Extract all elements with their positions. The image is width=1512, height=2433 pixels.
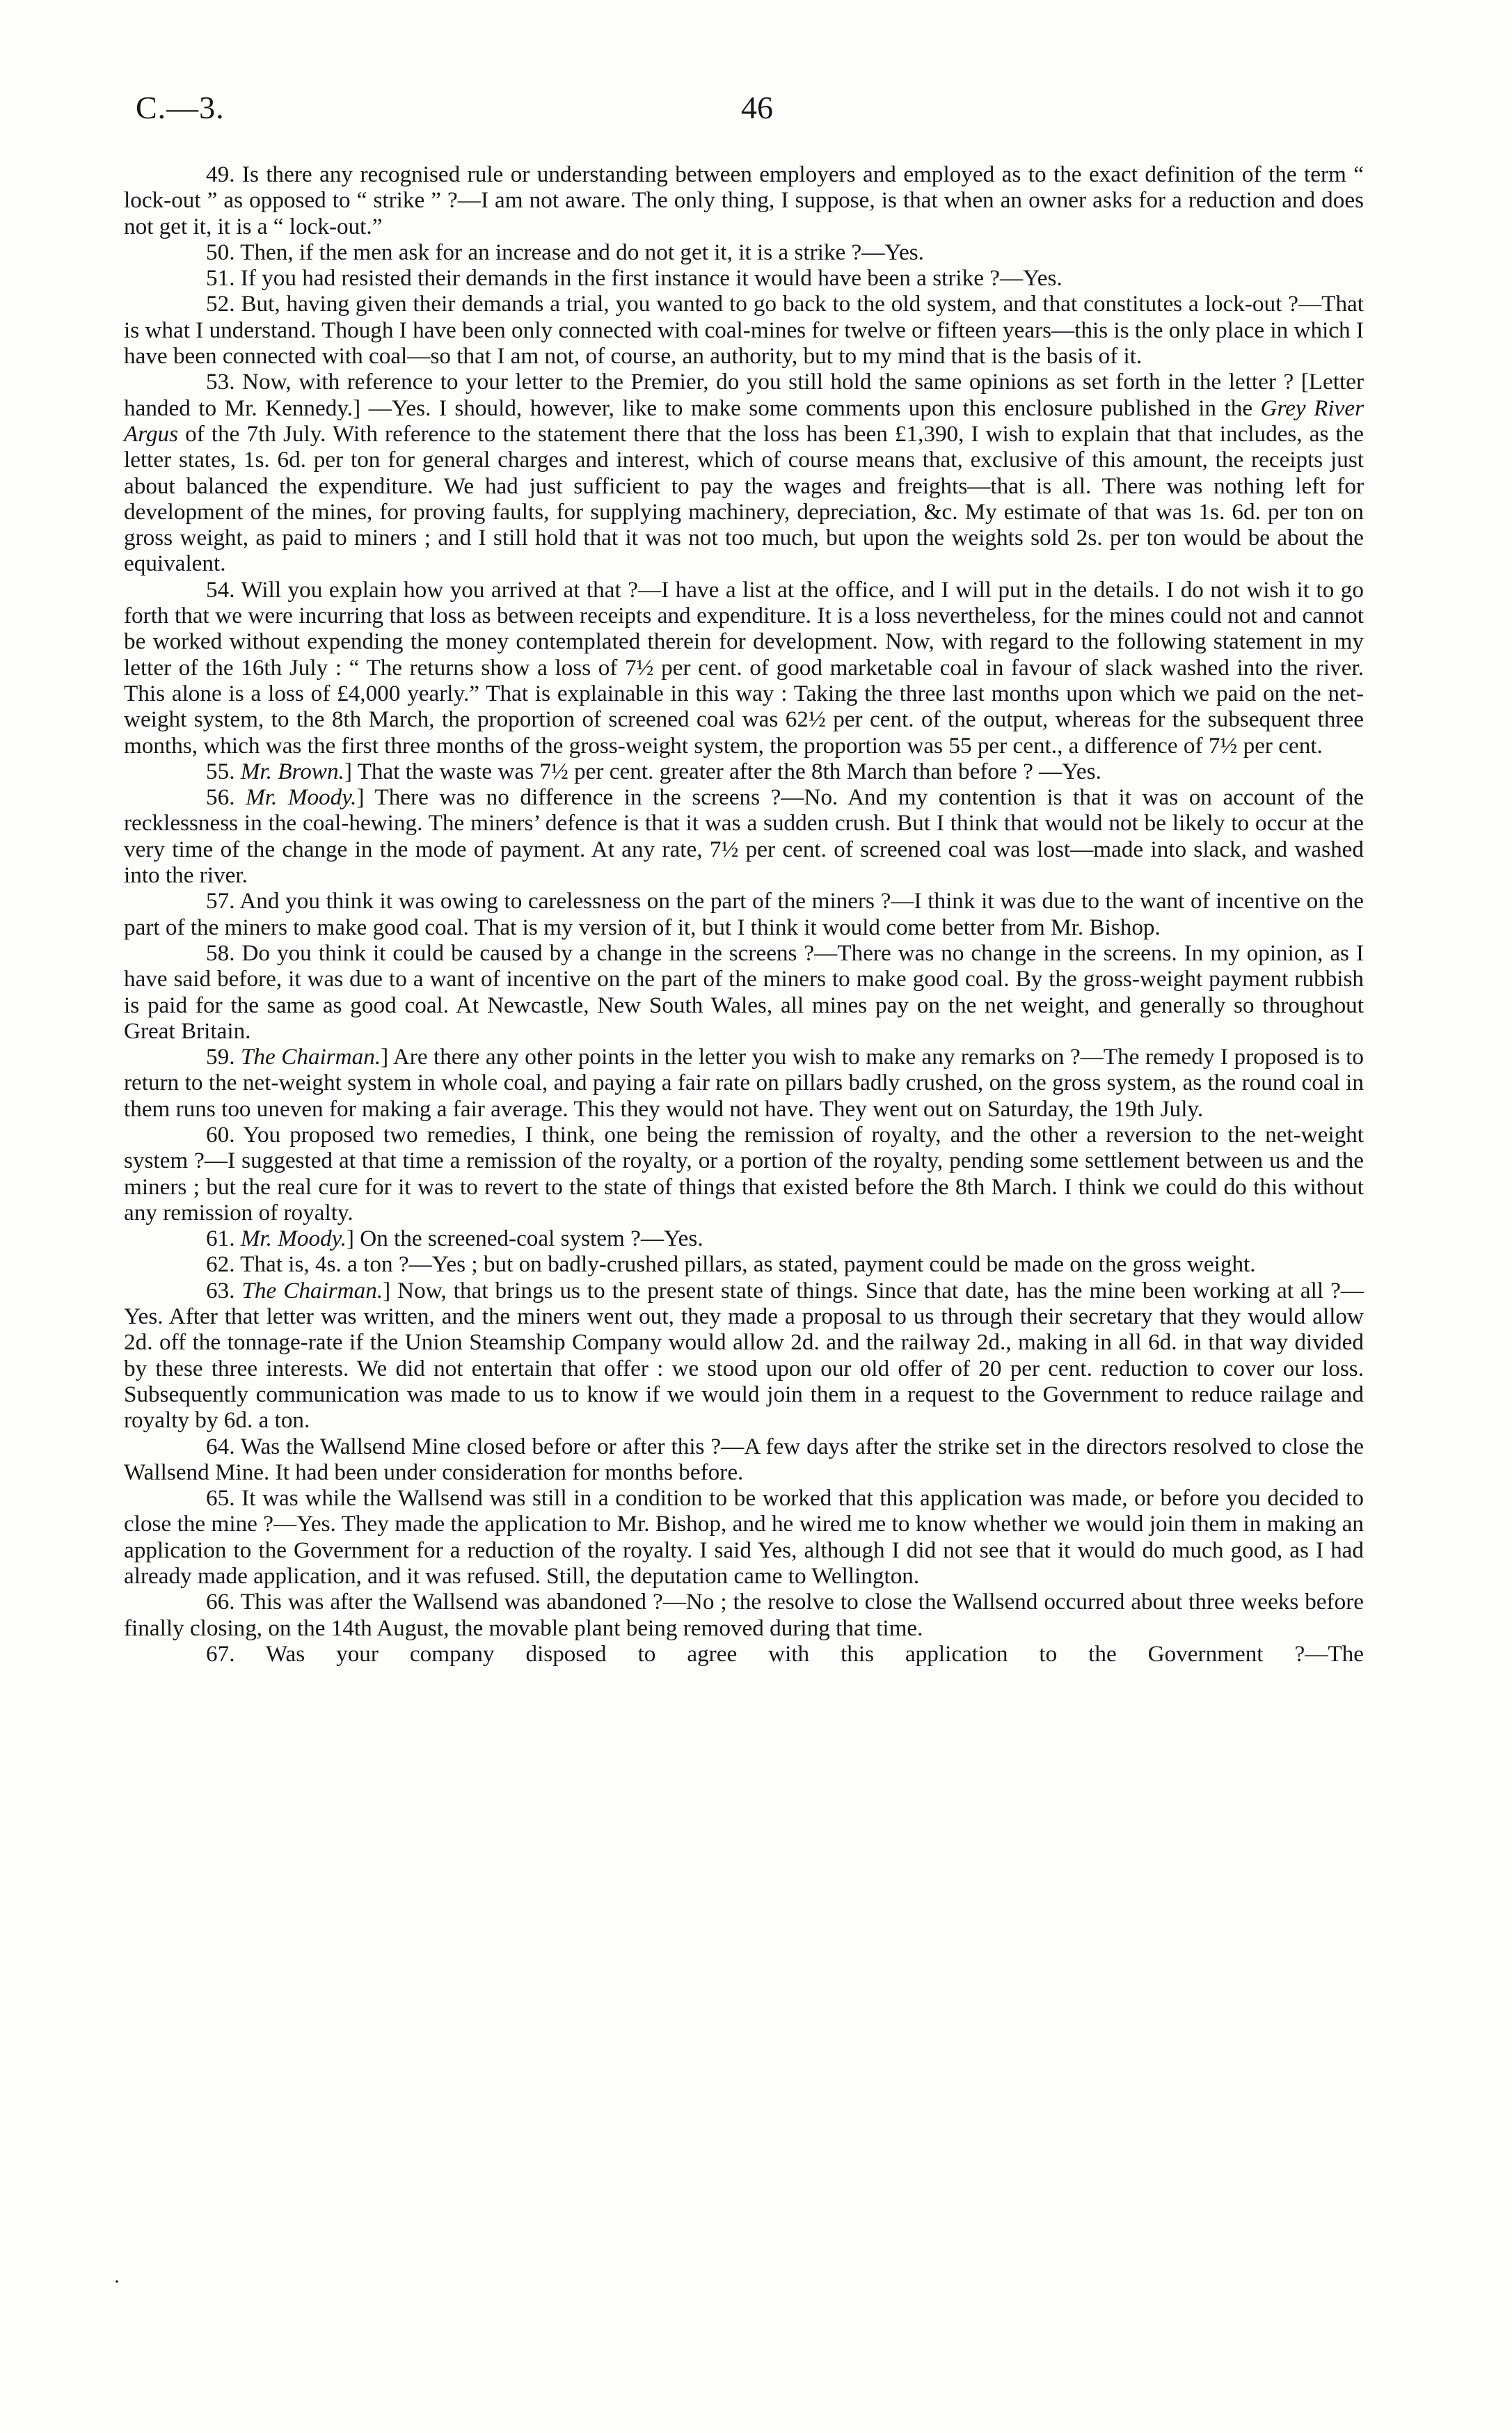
paragraph-text: ] Now, that brings us to the present state of things. Since that date, has the mine been working at all ?—Yes. After that letter was written, and the miners went out, they made a proposal to us through their secretary that they would allow 2d. off the tonnage-rate if the Union Steamship Company would allow 2d. and the railway 2d., making in all 6d. in that way divided by these three interests. We did not entertain that offer : we stood upon our old offer of 20 per cent. reduction to cover our loss. Subsequently communication was made to us to know if we would join them in a request to the Government to reduce railage and royalty by 6d. a ton.	[124, 1277, 1364, 1434]
paragraph-text: ] Are there any other points in the letter you wish to make any remarks on ?—The remedy I proposed is to return to the net-weight system in whole coal, and paying a fair rate on pillars badly crushed, on the gross system, as the round coal in them runs too uneven for making a fair average. This they would not have. They went out on Saturday, the 19th July.	[124, 1044, 1364, 1122]
question-paragraph	[124, 888, 1364, 940]
page-number: 46	[741, 90, 773, 125]
italic-text: The Chairman.	[240, 1044, 381, 1070]
question-paragraph	[124, 1226, 1364, 1251]
paragraph-text: 57. And you think it was owing to carelessness on the part of the miners ?—I think it was due to the want of incentive on the part of the miners to make good coal. That is my version of it, but I think it would come better from Mr. Bishop.	[124, 888, 1364, 940]
paragraph-text: 58. Do you think it could be caused by a change in the screens ?—There was no change in the screens. In my opinion, as I have said before, it was due to a want of incentive on the part of the miners to make good coal. By the gross-weight payment rubbish is paid for the same as good coal. At Newcastle, New South Wales, all mines pay on the net weight, and generally so throughout Great Britain.	[124, 940, 1364, 1044]
paragraph-text: 65. It was while the Wallsend was still in a condition to be worked that this application was made, or before you decided to close the mine ?—Yes. They made the application to Mr. Bishop, and he wired me to know whether we would join them in making an application to the Government for a reduction of the royalty. I said Yes, although I did not see that it would do much good, as I had already made application, and it was refused. Still, the deputation came to Wellington.	[124, 1485, 1364, 1590]
paragraph-text: 62. That is, 4s. a ton ?—Yes ; but on badly-crushed pillars, as stated, payment could be made on the gross weight.	[206, 1251, 1256, 1278]
paragraph-text: 60. You proposed two remedies, I think, one being the remission of royalty, and the other a reversion to the net-weight system ?—I suggested at that time a remission of the royalty, or a portion of the royalty, pending some settlement between us and the miners ; but the real cure for it was to revert to the state of things that existed before the 8th March. I think we could do this without any remission of royalty.	[124, 1121, 1364, 1226]
paragraph-text: 53. Now, with reference to your letter to the Premier, do you still hold the same opinions as set forth in the letter ? [Letter handed to Mr. Kennedy.] —Yes. I should, however, like to make some comments upon this enclosure published in the	[124, 369, 1364, 421]
question-paragraph	[124, 1641, 1364, 1667]
margin-mark: ·	[113, 2270, 120, 2293]
italic-text: Grey River Argus	[124, 395, 1364, 447]
paragraph-text: ] On the screened-coal system ?—Yes.	[346, 1226, 703, 1252]
page-header	[136, 89, 1381, 145]
question-paragraph	[124, 369, 1364, 576]
italic-text: Mr. Brown.	[240, 758, 344, 784]
question-paragraph	[124, 1589, 1364, 1641]
question-paragraph	[124, 291, 1364, 369]
question-paragraph	[124, 940, 1364, 1044]
question-paragraph	[124, 1434, 1364, 1486]
italic-text: Mr. Moody.	[246, 784, 357, 811]
question-paragraph	[124, 1122, 1364, 1226]
question-paragraph	[124, 1044, 1364, 1122]
question-paragraph	[124, 577, 1364, 759]
question-paragraph	[124, 1251, 1364, 1277]
paragraph-text: 55.	[206, 758, 241, 784]
question-paragraph	[124, 239, 1364, 265]
paragraph-text: ] There was no difference in the screens ?—No. And my contention is that it was on account of the recklessness in the coal-hewing. The miners’ defence is that it was a sudden crush. But I think that would not be likely to occur at the very time of the change in the mode of payment. At any rate, 7½ per cent. of screened coal was lost—made into slack, and washed into the river.	[124, 784, 1364, 889]
paragraph-text: 66. This was after the Wallsend was abandoned ?—No ; the resolve to close the Wallsend occurred about three weeks before finally closing, on the 14th August, the movable plant being removed during that time.	[124, 1589, 1364, 1641]
italic-text: The Chairman.	[241, 1277, 383, 1303]
question-paragraph	[124, 1278, 1364, 1434]
document-reference: C.—3.	[136, 90, 225, 125]
document-body	[124, 161, 1364, 1667]
paragraph-text: 67. Was your company disposed to agree with this application to the Government ?—The	[206, 1640, 1364, 1667]
paragraph-text: 51. If you had resisted their demands in the first instance it would have been a strike ?—Yes.	[206, 265, 1063, 292]
paragraph-text: 61.	[206, 1226, 241, 1252]
paragraph-text: 54. Will you explain how you arrived at that ?—I have a list at the office, and I will put in the details. I do not wish it to go forth that we were incurring that loss as between receipts and expenditure. It is a loss nevertheless, for the mines could not and cannot be worked without expending the money contemplated therein for development. Now, with regard to the following statement in my letter of the 16th July : “ The returns show a loss of 7½ per cent. of good marketable coal in favour of slack washed into the river. This alone is a loss of £4,000 yearly.” That is explainable in this way : Taking the three last months upon which we paid on the net-weight system, to the 8th March, the proportion of screened coal was 62½ per cent. of the output, whereas for the subsequent three months, which was the first three months of the gross-weight system, the proportion was 55 per cent., a difference of 7½ per cent.	[124, 576, 1364, 759]
paragraph-text: 56.	[206, 784, 246, 811]
paragraph-text: 59.	[206, 1044, 241, 1070]
paragraph-text: 52. But, having given their demands a trial, you wanted to go back to the old system, and that constitutes a lock-out ?—That is what I understand. Though I have been only connected with coal-mines for twelve or fifteen years—this is the only place in which I have been connected with coal—so that I am not, of course, an authority, but to my mind that is the basis of it.	[124, 291, 1364, 370]
paragraph-text: 63.	[206, 1277, 242, 1303]
paragraph-text: of the 7th July. With reference to the statement there that the loss has been £1,390, I wish to explain that that includes, as the letter states, 1s. 6d. per ton for general charges and interest, which of course means that, exclusive of this amount, the receipts just about balanced the expenditure. We had just sufficient to pay the wages and freights—that is all. There was nothing left for development of the mines, for proving faults, for supplying machinery, depreciation, &c. My estimate of that was 1s. 6d. per ton on gross weight, as paid to miners ; and I still hold that it was not too much, but upon the weights sold 2s. per ton would be about the equivalent.	[124, 420, 1364, 577]
question-paragraph	[124, 784, 1364, 888]
italic-text: Mr. Moody.	[240, 1226, 347, 1252]
paragraph-text: 49. Is there any recognised rule or understanding between employers and employed as to the exact definition of the term “ lock-out ” as opposed to “ strike ” ?—I am not aware. The only thing, I suppose, is that when an owner asks for a reduction and does not get it, it is a “ lock-out.”	[124, 161, 1364, 239]
question-paragraph	[124, 161, 1364, 239]
question-paragraph	[124, 265, 1364, 291]
question-paragraph	[124, 1485, 1364, 1589]
paragraph-text: ] That the waste was 7½ per cent. greater after the 8th March than before ? —Yes.	[344, 758, 1101, 784]
paragraph-text: 64. Was the Wallsend Mine closed before or after this ?—A few days after the strike set in the directors resolved to close the Wallsend Mine. It had been under consideration for months before.	[124, 1433, 1364, 1485]
paragraph-text: 50. Then, if the men ask for an increase and do not get it, it is a strike ?—Yes.	[206, 239, 924, 265]
question-paragraph	[124, 759, 1364, 784]
